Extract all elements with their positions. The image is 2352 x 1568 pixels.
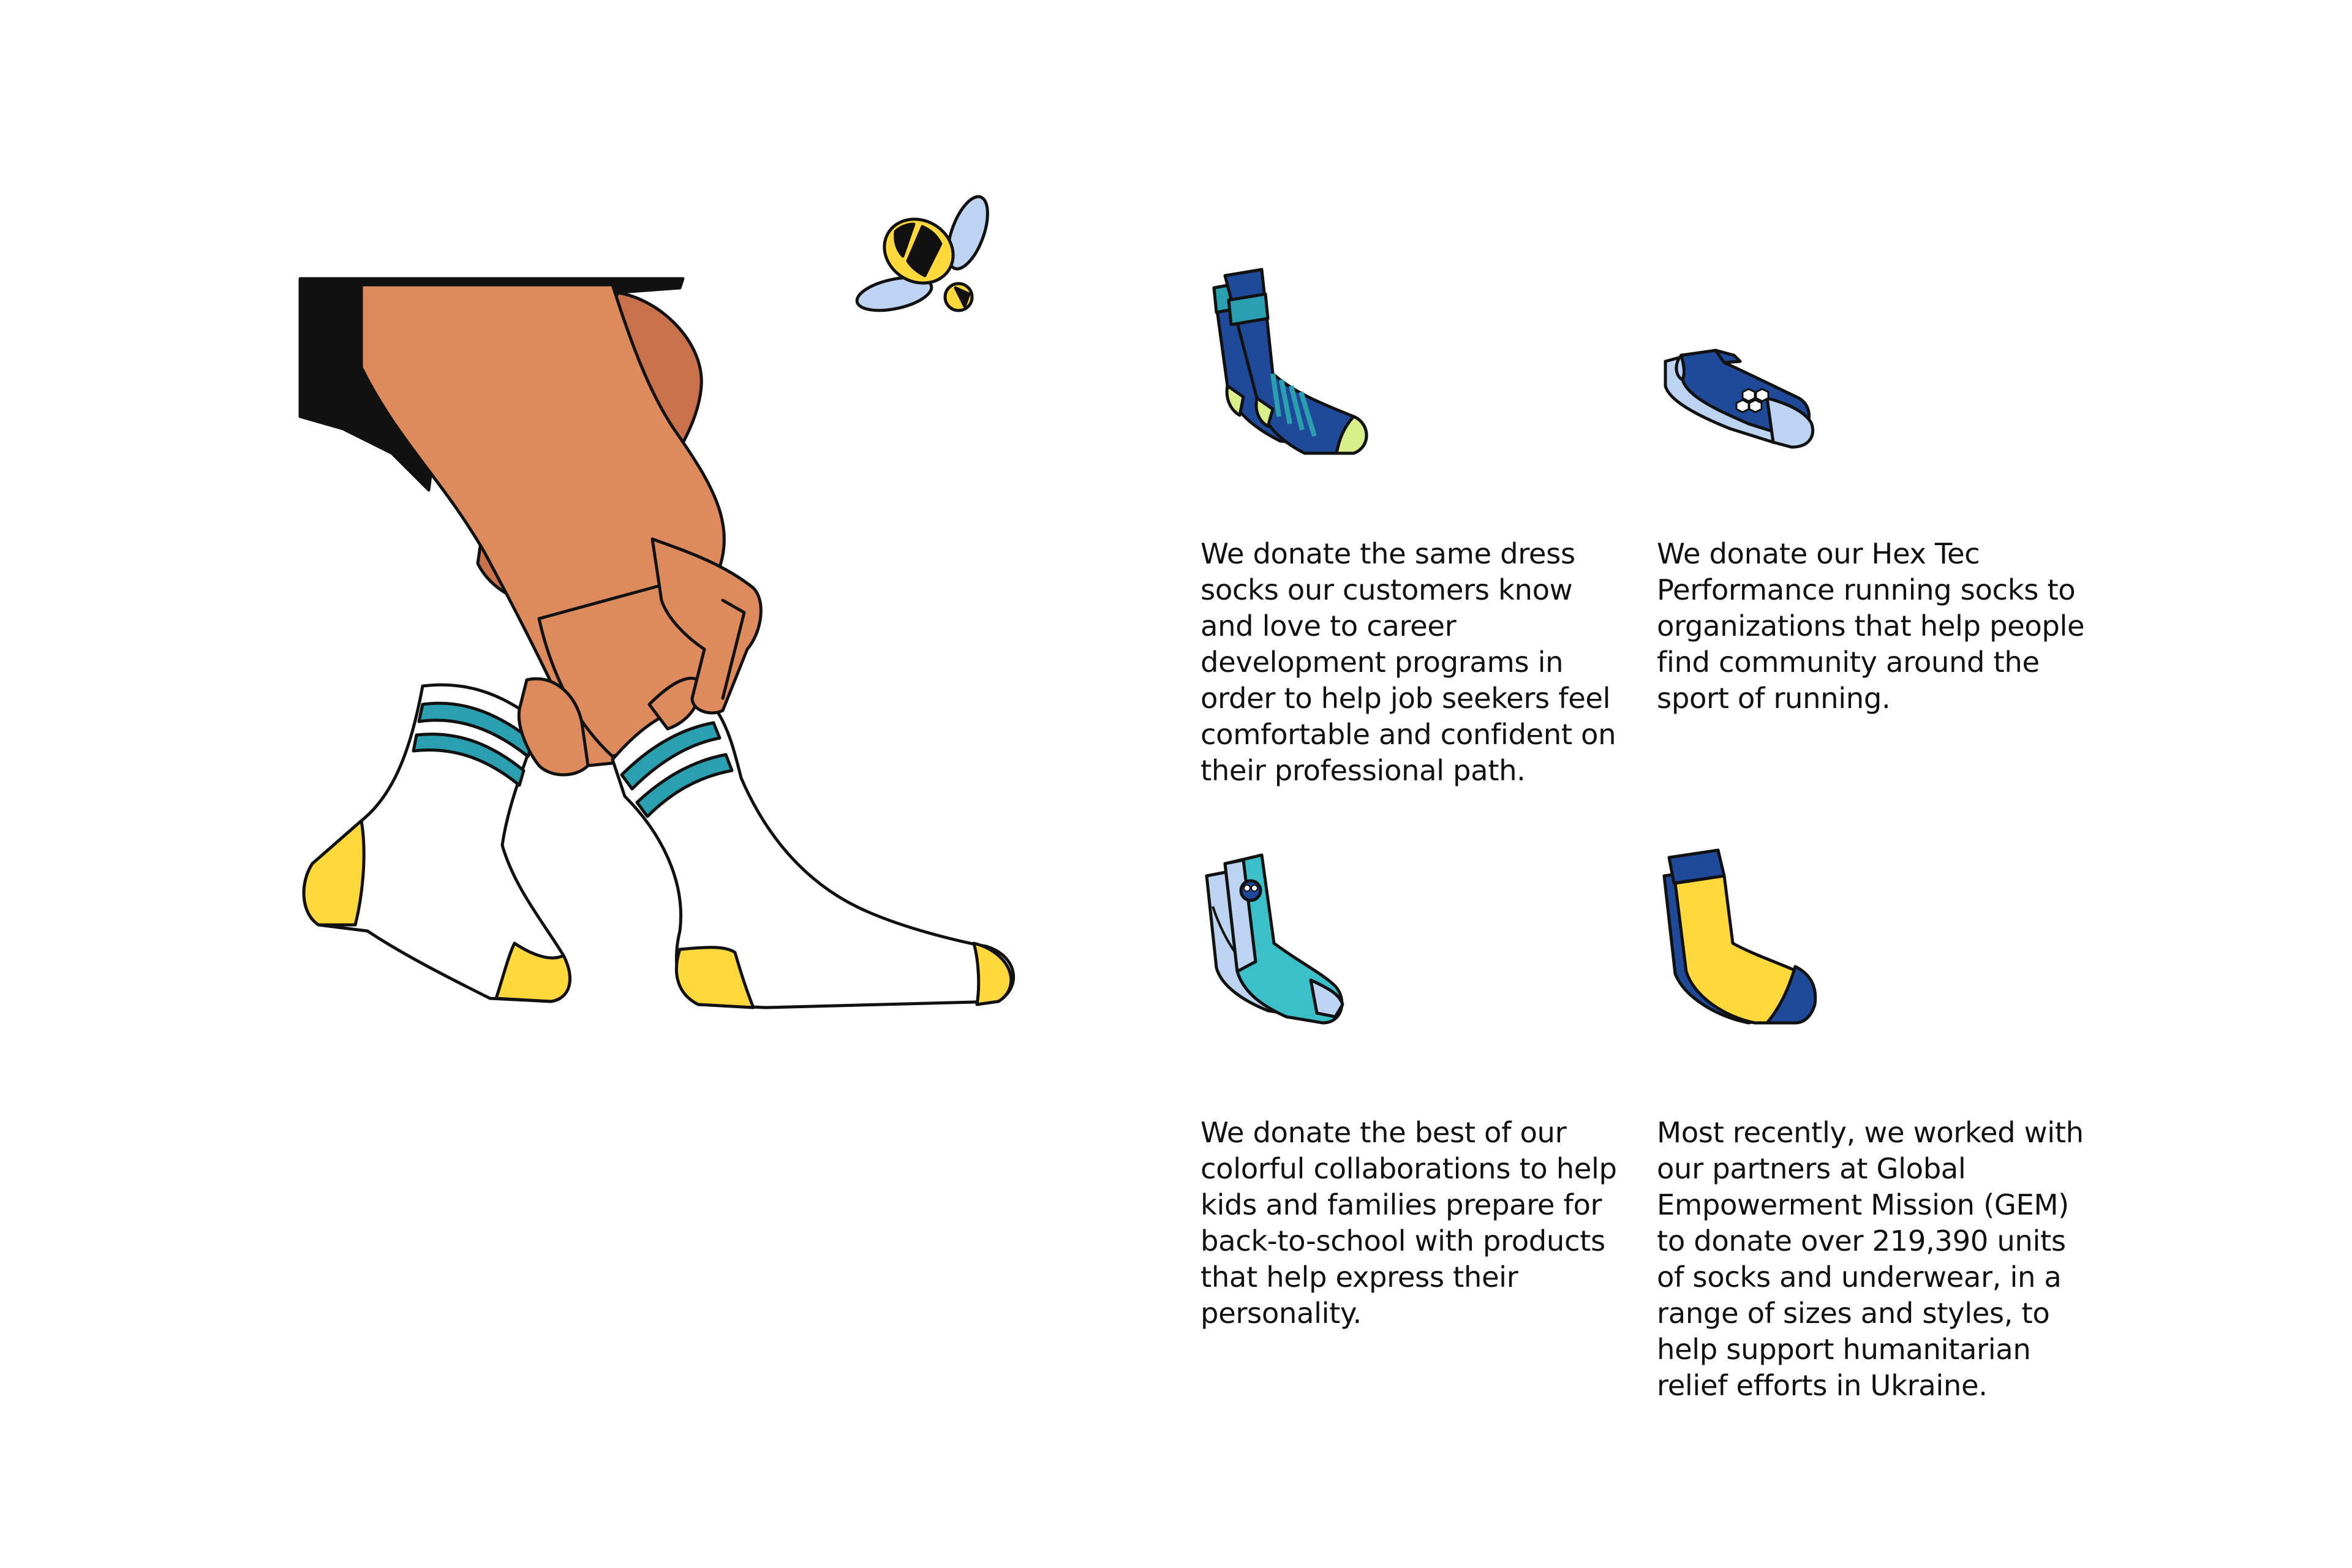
yellow-sock-icon [1657, 839, 1841, 1072]
bee-icon [839, 184, 992, 325]
yellow-sock-card [1657, 839, 2086, 1402]
kids-socks-card [1200, 839, 1629, 1330]
dress-socks-icon [1200, 263, 1384, 496]
card-text: We donate our Hex Tec Performance running socks to organizations that help people find community around the sport of running. [1657, 537, 2085, 715]
dress-socks-card [1200, 263, 1629, 787]
card-text: Most recently, we worked with our partners at Global Empowerment Mission (GEM) to donate over 219,390 units of socks and underwear, in a range of sizes and styles, to help support humanitarian relief efforts in Ukraine. [1657, 1116, 2084, 1402]
card-text: We donate the best of our colorful collaborations to help kids and families prepare for back-to-school with products that help express their personality. [1200, 1116, 1617, 1330]
running-socks-card [1657, 263, 2086, 715]
kids-socks-icon [1200, 839, 1384, 1072]
card-text: We donate the same dress socks our customers know and love to career development programs in order to help job seekers feel comfortable and confident on their professional path. [1200, 537, 1616, 787]
running-socks-icon [1657, 263, 1841, 496]
